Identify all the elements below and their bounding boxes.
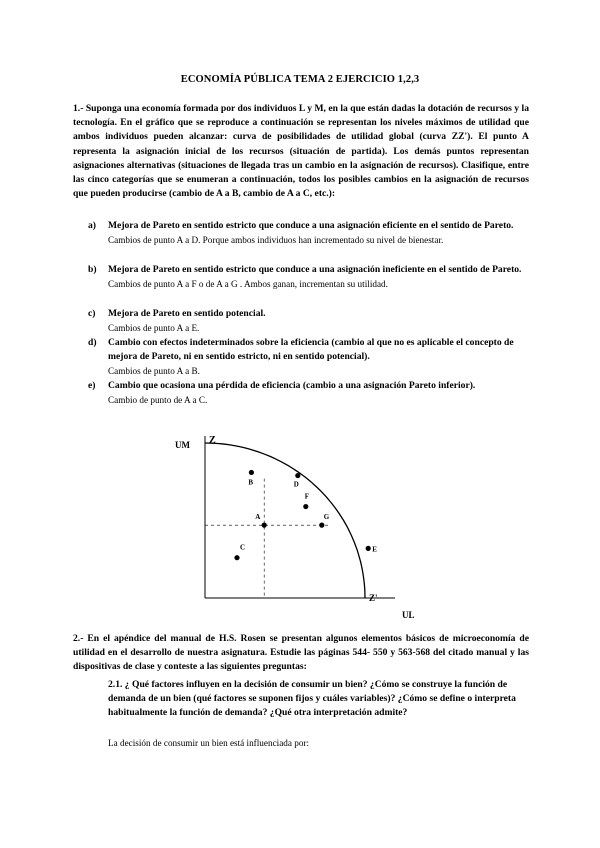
y-axis-label: UM xyxy=(175,440,190,450)
question-1-text: 1.- Suponga una economía formada por dos individuos L y M, en la que están dadas la dotación de recursos y la tecnología. En el gráfico que se reproduce a continuación se representan los niveles máximos de utilidad que ambos individuos pueden alcanzar: curva de posibilidades de utilidad global (curva ZZ'). El punto A representa la asignación inicial de los recursos (situación de partida). Los demás puntos representan asignaciones alternativas (situaciones de llegada tras un cambio en la asignación de recursos). Clasifique, entre las cinco categorías que se enumeran a continuación, todos los posibles cambios en la asignación de recursos que pueden producirse (cambio de A a B, cambio de A a C, etc.): xyxy=(73,103,529,200)
list-item-e xyxy=(88,379,533,407)
point-label-e: E xyxy=(372,545,377,554)
item-letter: c) xyxy=(88,308,96,319)
utility-frontier-curve xyxy=(205,443,365,598)
item-heading: Cambio que ocasiona una pérdida de eficiencia (cambio a una asignación Pareto inferior). xyxy=(108,380,476,391)
item-heading: Mejora de Pareto en sentido estricto que conduce a una asignación eficiente en el sentido de Pareto. xyxy=(108,220,514,231)
point-b xyxy=(249,470,254,475)
item-answer: Cambios de punto A a B. xyxy=(108,366,200,377)
item-answer: Cambios de punto A a D. Porque ambos individuos han incrementado su nivel de bienestar. xyxy=(108,235,444,246)
question-2-text: 2.- En el apéndice del manual de H.S. Rosen se presentan algunos elementos básicos de microeconomía de utilidad en el desarrollo de nuestra asignatura. Estudie las páginas 544- 550 y 563-568 del citado manual y las dispositivas de clase y conteste a las siguientes preguntas: xyxy=(73,633,529,673)
list-item-d xyxy=(88,336,533,379)
item-answer: Cambios de punto A a E. xyxy=(108,323,200,334)
curve-label-z: Z xyxy=(209,435,216,446)
point-g xyxy=(319,523,324,528)
item-heading: Mejora de Pareto en sentido potencial. xyxy=(108,308,266,319)
item-heading: Cambio con efectos indeterminados sobre la eficiencia (cambio al que no es aplicable el concepto de mejora de Pareto, ni en sentido estricto, ni en sentido potencial). xyxy=(108,337,514,363)
point-label-a: A xyxy=(255,513,261,522)
point-a xyxy=(262,523,267,528)
list-item-c xyxy=(88,307,533,335)
page-title: ECONOMÍA PÚBLICA TEMA 2 EJERCICIO 1,2,3 xyxy=(180,74,420,85)
list-item-a xyxy=(88,219,533,247)
point-d xyxy=(295,473,300,478)
item-letter: b) xyxy=(88,264,97,275)
x-axis-label: UL xyxy=(402,610,415,620)
point-label-f: F xyxy=(304,492,310,501)
item-answer: Cambio de punto de A a C. xyxy=(108,395,208,406)
item-answer: Cambios de punto A a F o de A a G . Ambos ganan, incrementan su utilidad. xyxy=(108,279,388,290)
point-label-d: D xyxy=(293,480,299,489)
point-f xyxy=(303,504,308,509)
item-letter: a) xyxy=(88,220,96,231)
curve-label-z-prime: Z' xyxy=(369,593,378,603)
point-label-g: G xyxy=(323,513,330,522)
utility-possibilities-chart xyxy=(170,430,420,630)
point-label-b: B xyxy=(248,478,254,487)
question-2-1-answer: La decisión de consumir un bien está influenciada por: xyxy=(108,738,310,748)
item-letter: e) xyxy=(88,380,96,391)
point-label-c: C xyxy=(240,543,246,552)
point-c xyxy=(234,555,239,560)
question-2-1-text: 2.1. ¿ Qué factores influyen en la decisión de consumir un bien? ¿Cómo se construye la función de demanda de un bien (qué factores se suponen fijos y cuáles variables)? ¿Cómo se define o interpreta habitualmente la función de demanda? ¿Qué otra interpretación admite? xyxy=(108,679,516,719)
list-item-b xyxy=(88,263,533,291)
item-heading: Mejora de Pareto en sentido estricto que conduce a una asignación ineficiente en el sentido de Pareto. xyxy=(108,264,522,275)
item-letter: d) xyxy=(88,337,97,348)
point-e xyxy=(366,546,371,551)
